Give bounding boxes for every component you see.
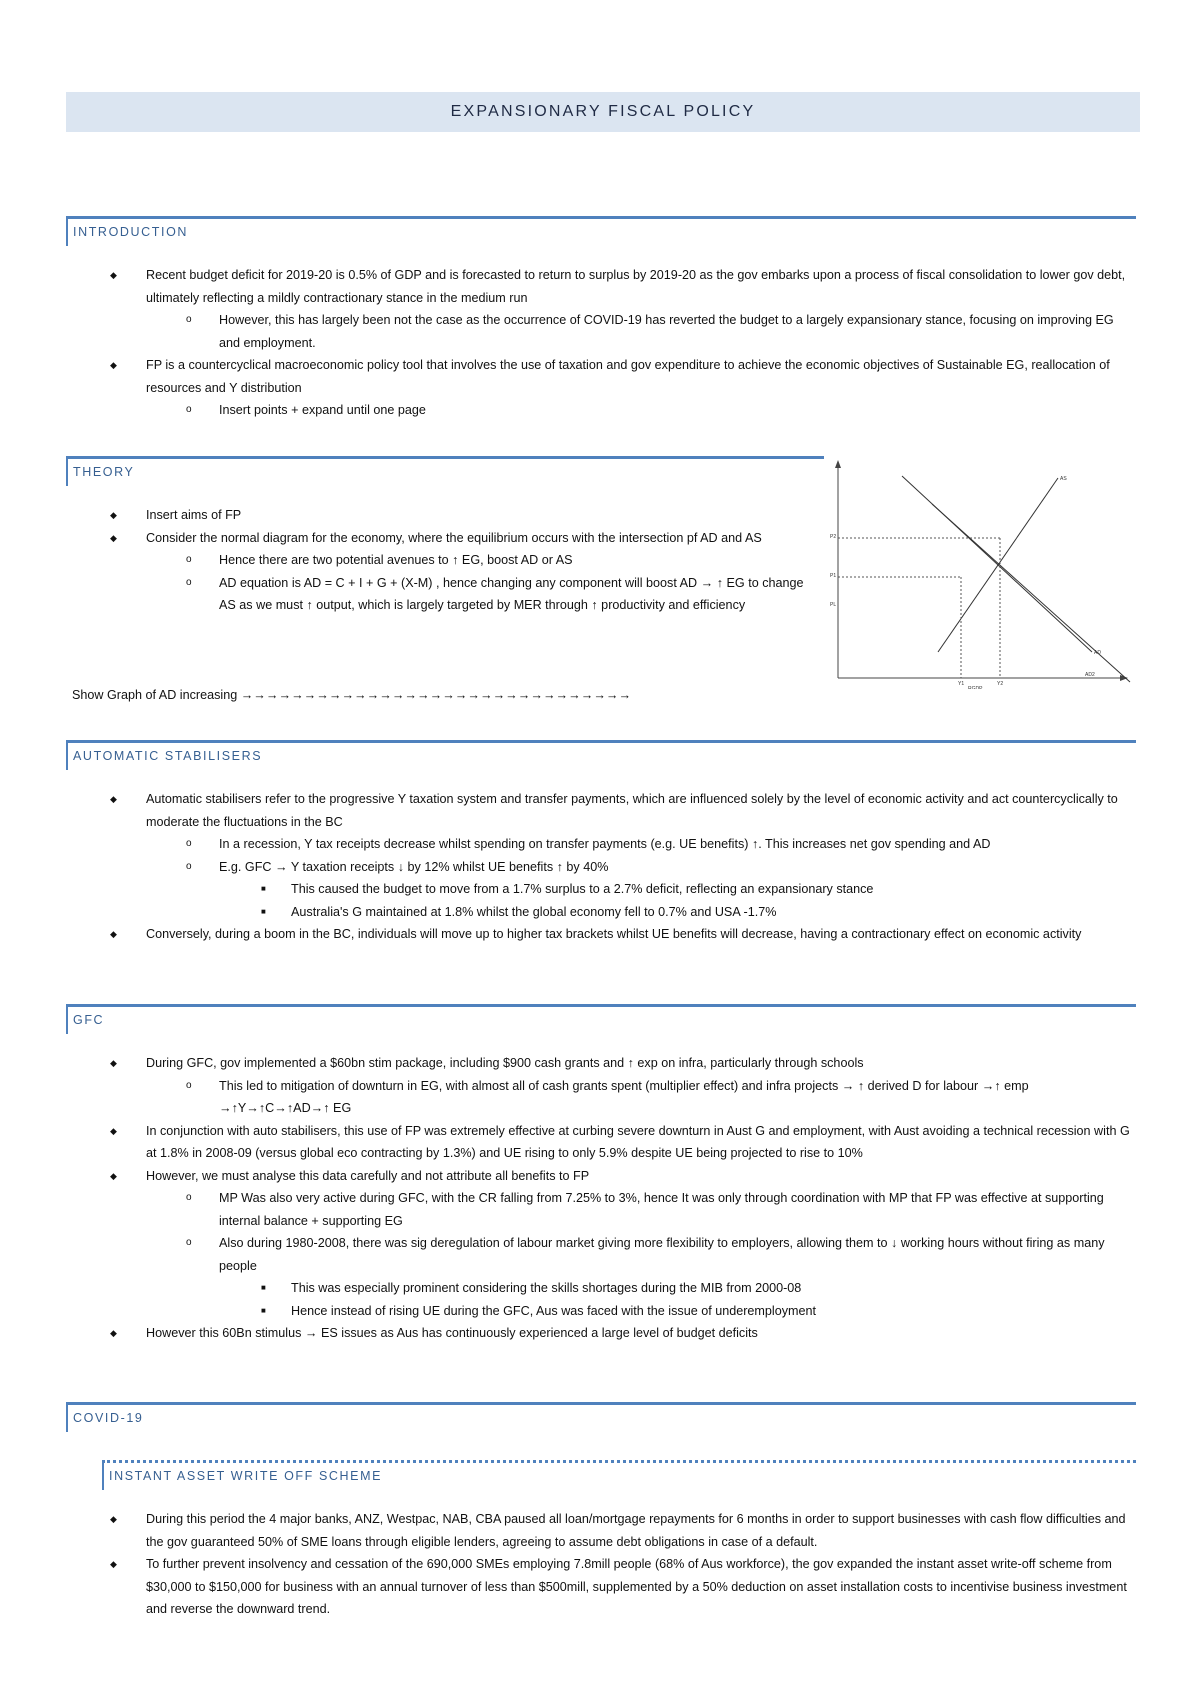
circle-bullet-icon: o: [186, 576, 192, 588]
y-axis-arrow-icon: [835, 460, 841, 468]
list-item: ■ This was especially prominent considering the skills shortages during the MIB from 2000-08: [66, 1277, 1136, 1300]
show-graph-note: Show Graph of AD increasing →→→→→→→→→→→→→→→→→→→→→→→→→→→→→→→: [72, 688, 632, 702]
square-bullet-icon: ■: [261, 884, 266, 893]
square-bullet-icon: ■: [261, 1283, 266, 1292]
x-axis-label: RGDP: [968, 686, 983, 689]
y1-label: Y1: [958, 681, 965, 687]
list-item: ◆ In conjunction with auto stabilisers, this use of FP was extremely effective at curbing severe downturn in Aust G and employment, with Aust avoiding a technical recession with G at 1.8% in 2008-09 (versus global eco contracting by 1.3%) and UE rising to only 5.9% despite UE being projected to rise to 10%: [66, 1120, 1136, 1165]
circle-bullet-icon: o: [186, 1237, 192, 1248]
ad2-label: AD2: [1085, 672, 1095, 678]
bullet-icon: ◆: [110, 360, 117, 370]
list-item: ■ Hence instead of rising UE during the GFC, Aus was faced with the issue of underemployment: [66, 1300, 1136, 1323]
section-introduction: [66, 216, 1136, 422]
circle-bullet-icon: o: [186, 314, 192, 325]
bullet-icon: ◆: [110, 929, 117, 939]
list-item: o However, this has largely been not the case as the occurrence of COVID-19 has reverted the budget to a largely expansionary stance, focusing on improving EG and employment.: [66, 309, 1136, 354]
subsection-heading: INSTANT ASSET WRITE OFF SCHEME: [102, 1460, 1136, 1490]
bullet-icon: ◆: [110, 1328, 117, 1338]
list-item: ■ Australia's G maintained at 1.8% whilst the global economy fell to 0.7% and USA -1.7%: [66, 901, 1136, 924]
list-item: ◆ To further prevent insolvency and cessation of the 690,000 SMEs employing 7.8mill people (68% of Aus workforce), the gov expanded the instant asset write-off scheme from $30,000 to $150,000 for business with an annual turnover of less than $500mill, supplemented by a 50% deduction on asset installation costs to incentivise business investment and reverse the downward trend.: [66, 1553, 1136, 1621]
stabilisers-list: [66, 788, 1136, 946]
list-item: ◆ However, we must analyse this data carefully and not attribute all benefits to FP: [66, 1165, 1136, 1188]
square-bullet-icon: ■: [261, 906, 266, 916]
ad1-curve: [902, 476, 1092, 652]
section-heading: THEORY: [66, 456, 824, 486]
section-automatic-stabilisers: [66, 740, 1136, 946]
list-item: ◆ During GFC, gov implemented a $60bn stim package, including $900 cash grants and ↑ exp on infra, particularly through schools: [66, 1052, 1136, 1075]
p2-label: P2: [830, 534, 837, 540]
bullet-icon: ◆: [110, 532, 117, 543]
circle-bullet-icon: o: [186, 1192, 192, 1203]
list-item: ◆ During this period the 4 major banks, ANZ, Westpac, NAB, CBA paused all loan/mortgage repayments for 6 months in order to support businesses with cash flow difficulties and the gov guaranteed 50% of SME loans through eligible lenders, agreeing to assume debt obligations in case of a default.: [66, 1508, 1136, 1553]
list-item: ◆ Recent budget deficit for 2019-20 is 0.5% of GDP and is forecasted to return to surplus by 2019-20 as the gov embarks upon a process of fiscal consolidation to lower gov debt, ultimately reflecting a mildly contractionary stance in the medium run: [66, 264, 1136, 309]
covid-list: [66, 1508, 1136, 1621]
bullet-icon: ◆: [110, 1125, 117, 1136]
subsection-instant-asset: [102, 1460, 1136, 1490]
as-label: AS: [1060, 476, 1067, 482]
bullet-icon: ◆: [110, 1559, 117, 1569]
list-item: o This led to mitigation of downturn in EG, with almost all of cash grants spent (multiplier effect) and infra projects → ↑ derived D for labour →↑ emp →↑Y→↑C→↑AD→↑ EG: [66, 1075, 1136, 1120]
circle-bullet-icon: o: [186, 404, 192, 415]
ad-as-diagram: [830, 456, 1132, 689]
theory-list: [66, 504, 806, 617]
list-item: o AD equation is AD = C + I + G + (X-M) , hence changing any component will boost AD → ↑ EG to change AS as we must ↑ output, which is largely targeted by MER through ↑ productivity and efficiency: [66, 572, 806, 617]
bullet-icon: ◆: [110, 794, 117, 804]
section-gfc: [66, 1004, 1136, 1345]
list-item: ■ This caused the budget to move from a 1.7% surplus to a 2.7% deficit, reflecting an expansionary stance: [66, 878, 1136, 901]
circle-bullet-icon: o: [186, 1079, 192, 1091]
y2-label: Y2: [997, 681, 1004, 687]
x-axis-arrow-icon: [1120, 675, 1128, 681]
covid-body: [66, 1508, 1136, 1621]
bullet-icon: ◆: [110, 1514, 117, 1524]
list-item: ◆ Consider the normal diagram for the economy, where the equilibrium occurs with the intersection pf AD and AS: [66, 527, 806, 550]
p1-label: P1: [830, 573, 837, 579]
bullet-icon: ◆: [110, 1058, 117, 1068]
list-item: o In a recession, Y tax receipts decrease whilst spending on transfer payments (e.g. UE benefits) ↑. This increases net gov spending and AD: [66, 833, 1136, 856]
bullet-icon: ◆: [110, 270, 117, 280]
square-bullet-icon: ■: [261, 1305, 266, 1315]
list-item: o MP Was also very active during GFC, with the CR falling from 7.25% to 3%, hence It was only through coordination with MP that FP was effective at supporting internal balance + supporting EG: [66, 1187, 1136, 1232]
list-item: ◆ FP is a countercyclical macroeconomic policy tool that involves the use of taxation and gov expenditure to achieve the economic objectives of Sustainable EG, reallocation of resources and Y distribution: [66, 354, 1136, 399]
bullet-icon: ◆: [110, 510, 117, 520]
section-heading: INTRODUCTION: [66, 216, 1136, 246]
bullet-icon: ◆: [110, 1170, 117, 1181]
introduction-list: [66, 264, 1136, 422]
y-axis-label: PL: [830, 602, 837, 608]
gfc-list: [66, 1052, 1136, 1345]
circle-bullet-icon: o: [186, 860, 192, 872]
list-item: ◆ Automatic stabilisers refer to the progressive Y taxation system and transfer payments, which are influenced solely by the level of economic activity and act countercyclically to moderate the fluctuations in the BC: [66, 788, 1136, 833]
ad1-label: AD: [1094, 650, 1101, 656]
list-item: o Also during 1980-2008, there was sig deregulation of labour market giving more flexibility to employers, allowing them to ↓ working hours without firing as many people: [66, 1232, 1136, 1277]
list-item: ◆ However this 60Bn stimulus → ES issues as Aus has continuously experienced a large level of budget deficits: [66, 1322, 1136, 1345]
title-bar: [66, 92, 1140, 132]
list-item: o Insert points + expand until one page: [66, 399, 1136, 422]
list-item: ◆ Conversely, during a boom in the BC, individuals will move up to higher tax brackets whilst UE benefits will decrease, having a contractionary effect on economic activity: [66, 923, 1136, 946]
list-item: o E.g. GFC → Y taxation receipts ↓ by 12% whilst UE benefits ↑ by 40%: [66, 856, 1136, 879]
page-title: EXPANSIONARY FISCAL POLICY: [450, 103, 756, 120]
list-item: ◆ Insert aims of FP: [66, 504, 806, 527]
ad-as-graph: [830, 456, 1132, 689]
circle-bullet-icon: o: [186, 554, 192, 565]
list-item: o Hence there are two potential avenues to ↑ EG, boost AD or AS: [66, 549, 806, 572]
section-heading: AUTOMATIC STABILISERS: [66, 740, 1136, 770]
circle-bullet-icon: o: [186, 838, 192, 849]
section-covid: [66, 1402, 1136, 1432]
section-heading: GFC: [66, 1004, 1136, 1034]
section-heading: COVID-19: [66, 1402, 1136, 1432]
